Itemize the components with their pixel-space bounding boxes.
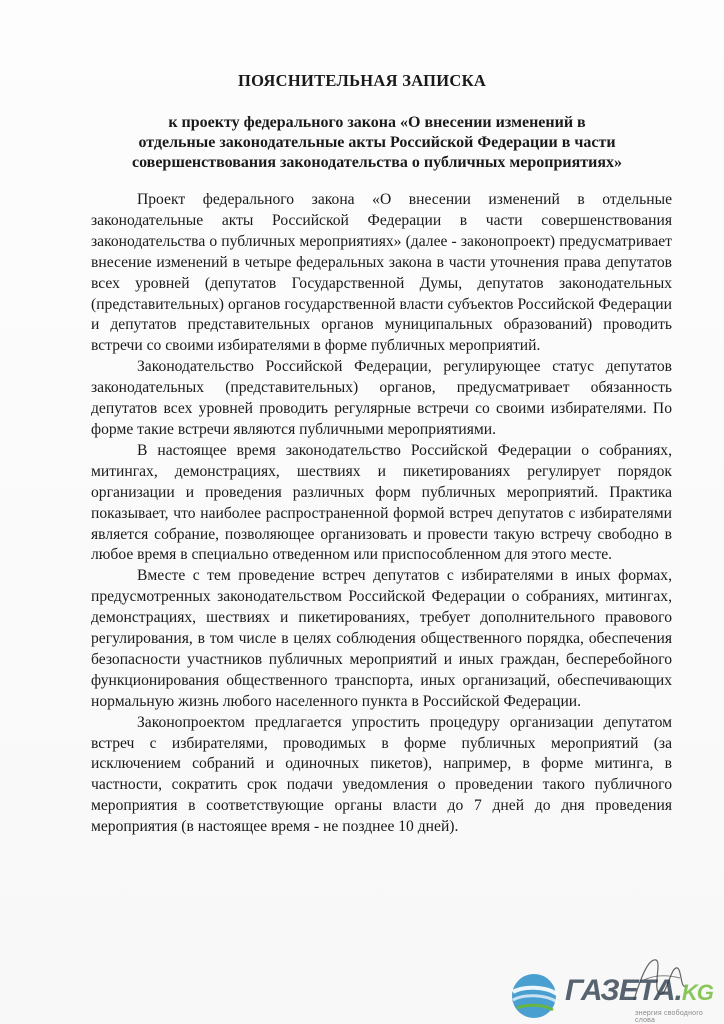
subtitle-line: отдельные законодательные акты Российской Федерации в части: [138, 134, 616, 151]
watermark-brand-main: ГАЗЕТА.: [565, 974, 682, 1007]
globe-logo-icon: [505, 968, 563, 1024]
body-paragraph: Проект федерального закона «О внесении изменений в отдельные законодательные акты Российской Федерации в части совершенствования законодательства о публичных мероприятиях» (далее - законопроект) предусматривает внесение изменений в четыре федеральных закона в части уточнения права депутатов всех уровней (депутатов Государственной Думы, депутатов законодательных (представительных) органов государственной власти субъектов Российской Федерации и депутатов представительных органов муниципальных образований) проводить встречи со своими избирателями в форме публичных мероприятий.: [91, 191, 672, 355]
body-paragraph: Вместе с тем проведение встреч депутатов с избирателями в иных формах, предусмотренных законодательством Российской Федерации о собраниях, митингах, демонстрациях, шествиях и пикетированиях, требует дополнительного правового регулирования, в том числе в целях соблюдения общественного порядка, обеспечения безопасности участников публичных мероприятий и иных граждан, бесперебойного функционирования общественного транспорта, иных организаций, обеспечивающих нормальную жизнь любого населенного пункта в Российской Федерации.: [91, 567, 672, 710]
watermark-brand-suffix: KG: [681, 980, 713, 1005]
document-title: ПОЯСНИТЕЛЬНАЯ ЗАПИСКА: [237, 71, 487, 90]
document-subtitle: [110, 113, 644, 173]
publisher-watermark: [505, 968, 724, 1024]
body-paragraph: Законопроектом предлагается упростить процедуру организации депутатом встреч с избирателями, проводимых в форме публичных мероприятий (за исключением собраний и одиночных пикетов), например, в форме митинга, в частности, сократить срок подачи уведомления о проведении такого публичного мероприятия в соответствующие органы власти до 7 дней до дня проведения мероприятия (в настоящее время - не позднее 10 дней).: [91, 713, 672, 836]
subtitle-line: совершенствования законодательства о публичных мероприятиях»: [131, 154, 623, 171]
body-paragraph: В настоящее время законодательство Российской Федерации о собраниях, митингах, демонстрациях, шествиях и пикетированиях регулирует порядок организации и проведения различных форм публичных мероприятий. Практика показывает, что наиболее распространенной формой встреч депутатов с избирателями является собрание, позволяющее организовать и провести такую встречу свободно в любое время в специально отведенном или приспособленном для этого месте.: [91, 441, 672, 564]
watermark-tagline: энергия свободного слова: [635, 1010, 703, 1024]
body-paragraph: Законодательство Российской Федерации, регулирующее статус депутатов законодательных (представительных) органов, предусматривает обязанность депутатов всех уровней проводить регулярные встречи со своими избирателями. По форме такие встречи являются публичными мероприятиями.: [91, 358, 672, 438]
subtitle-line: к проекту федерального закона «О внесении изменений в: [168, 114, 586, 131]
document-body: [91, 190, 672, 838]
watermark-brand: [565, 974, 713, 1008]
